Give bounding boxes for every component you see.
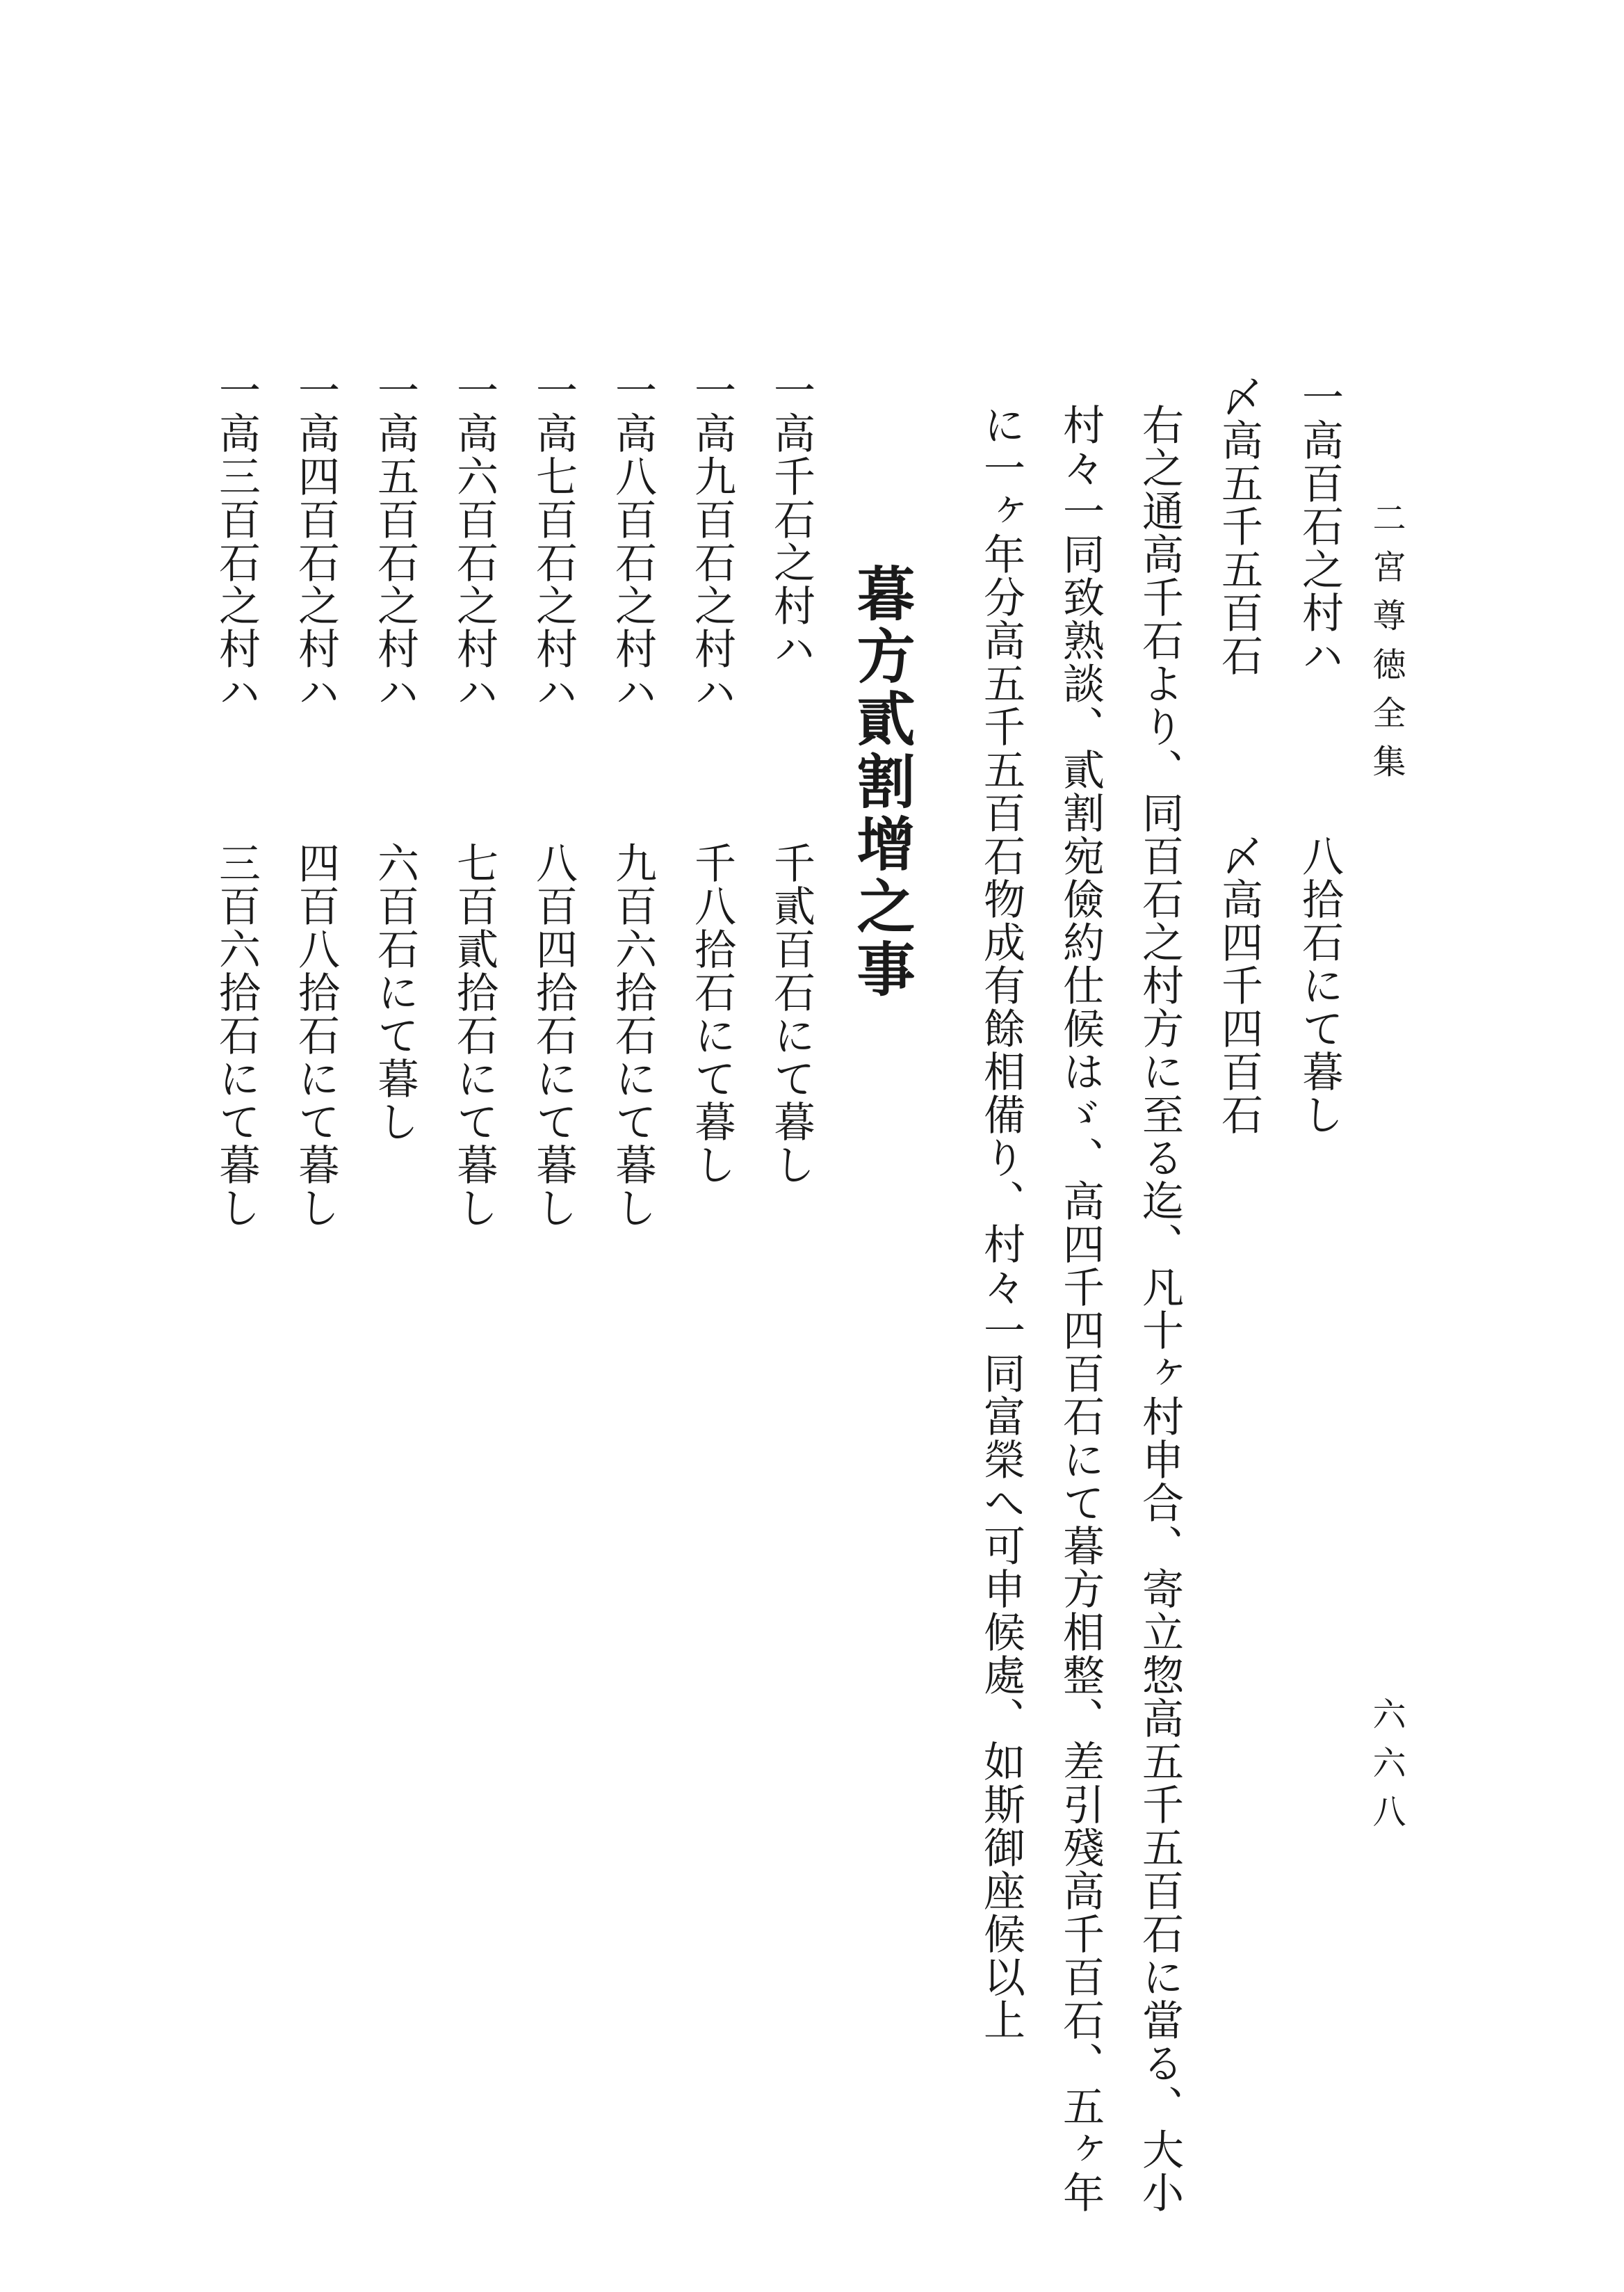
row-value: 九百六拾石にて暮し bbox=[608, 841, 657, 1229]
item-line-100koku: 一高百石之村ハ bbox=[1295, 376, 1344, 677]
page-number: 六六八 bbox=[1367, 1697, 1406, 1843]
row-value: 四百八拾石にて暮し bbox=[291, 841, 340, 1229]
row-item: 一高四百石之村ハ bbox=[291, 369, 340, 713]
row-item: 一高七百石之村ハ bbox=[529, 369, 578, 713]
paragraph-line-2: 村々一同致熟談、貳割宛儉約仕候はゞ、高四千四百石にて暮方相整、差引殘高千百石、五ヶ年 bbox=[1056, 403, 1105, 2214]
book-title: 二宮尊徳全集 bbox=[1367, 501, 1406, 793]
paragraph-line-3: に一ヶ年分高五千五百石物成有餘相備り、村々一同富榮へ可申候處、如斯御座候以上 bbox=[977, 403, 1025, 2042]
value-line-100koku: 八拾石にて暮し bbox=[1295, 834, 1344, 1136]
row-value: 千貳百石にて暮し bbox=[767, 841, 815, 1186]
row-value: 千八拾石にて暮し bbox=[688, 841, 736, 1186]
total-line-5500koku: 〆高五千五百石 bbox=[1215, 376, 1263, 677]
row-value: 七百貳拾石にて暮し bbox=[450, 841, 498, 1229]
row-item: 一高五百石之村ハ bbox=[371, 369, 419, 713]
row-value: 六百石にて暮し bbox=[371, 841, 419, 1143]
row-item: 一高千石之村ハ bbox=[767, 369, 815, 670]
total-line-4400koku: 〆高四千四百石 bbox=[1215, 834, 1263, 1136]
section-title: 暮方貳割增之事 bbox=[847, 563, 916, 1001]
row-item: 一高九百石之村ハ bbox=[688, 369, 736, 713]
row-value: 三百六拾石にて暮し bbox=[212, 841, 261, 1229]
paragraph-line-1: 右之通高千石より、同百石之村方に至る迄、凡十ヶ村申合、寄立惣高五千五百石に當る、大小 bbox=[1135, 403, 1184, 2214]
row-item: 一高八百石之村ハ bbox=[608, 369, 657, 713]
row-value: 八百四拾石にて暮し bbox=[529, 841, 578, 1229]
row-item: 一高三百石之村ハ bbox=[212, 369, 261, 713]
row-item: 一高六百石之村ハ bbox=[450, 369, 498, 713]
